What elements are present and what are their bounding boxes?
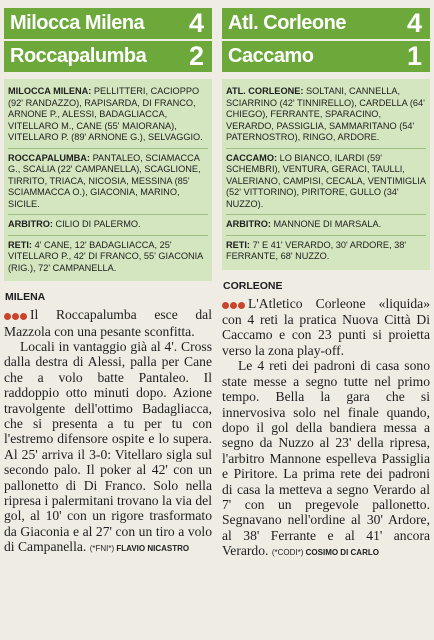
article-paragraph-text: Le 4 reti dei padroni di casa sono state messe a segno tutte nel primo tempo. Bella la gara che si innervosiva solo nel finale quando, dopo il gol della bandiera messa a segno da Nuzzo al 23' della ripresa, l'arbitro Mannone espelleva Passiglia e Piritore. La prima rete dei padroni di casa la metteva a segno Verardo al 7' con un pregevole pallonetto. Segnavano nell'ordine al 30' Ardore, al 38' Ferrante e al 41' ancora Verardo. xyxy=(222,358,430,559)
referee-text: CILIO DI PALERMO. xyxy=(55,219,141,229)
home-lineup-text: PELLITTERI, CACIOPPO (92' RANDAZZO), RAPISARDA, DI FRANCO, ARNONE P., ALESSI, BADAGLIACCA, VITELLARO M., CANE (55' MAIORANA), VITELLARO P. (89' ARNONE G.), SELVAGGIO. xyxy=(8,86,203,142)
away-lineup-label: CACCAMO: xyxy=(226,152,278,163)
match-column-right xyxy=(222,0,430,561)
home-lineup xyxy=(8,82,208,149)
home-team-name: Atl. Corleone xyxy=(228,12,346,34)
goals-summary xyxy=(226,236,426,267)
byline xyxy=(90,544,189,553)
home-lineup-text: SOLTANI, CANNELLA, SCIARRINO (42' TINNIRELLO), CARDELLA (64' CHIEGO), FERRANTE, SPARACINO, VERARDO, PASSIGLIA, SAMMARITANO (54' PATERNOSTRO), RINGO, ARDORE. xyxy=(226,86,425,142)
referee xyxy=(8,215,208,236)
away-team-name: Roccapalumba xyxy=(10,45,147,67)
goals-label: RETI: xyxy=(8,239,32,250)
byline-author: COSIMO DI CARLO xyxy=(305,548,379,558)
article-body xyxy=(4,307,212,557)
article-lead xyxy=(4,307,212,339)
scoreline xyxy=(4,8,212,72)
article-paragraph xyxy=(4,339,212,557)
goals-summary xyxy=(8,236,208,279)
bullet-dots-icon xyxy=(222,297,246,312)
home-team-goals: 4 xyxy=(188,8,204,38)
referee-text: MANNONE DI MARSALA. xyxy=(273,219,382,229)
away-team-goals: 1 xyxy=(406,41,422,71)
byline xyxy=(272,548,379,557)
referee-label: ARBITRO: xyxy=(8,219,53,229)
home-team-bar xyxy=(222,8,430,39)
article-paragraph xyxy=(222,358,430,560)
article-body xyxy=(222,296,430,561)
article-lead-text: L'Atletico Corleone «liquida» con 4 reti la pratica Nuova Città Di Caccamo e con 23 punti si proietta verso la zona play-off. xyxy=(222,295,430,358)
bullet-dots-icon xyxy=(4,308,28,323)
scoreline xyxy=(222,8,430,72)
article-title: MILENA xyxy=(5,291,46,303)
goals-text: 7' E 41' VERARDO, 30' ARDORE, 38' FERRANTE, 68' NUZZO. xyxy=(226,239,407,261)
away-lineup xyxy=(226,149,426,216)
goals-text: 4' CANE, 12' BADAGLIACCA, 25' VITELLARO P., 42' DI FRANCO, 55' GIACONIA (RIG.), 72' CAMPANELLA. xyxy=(8,239,203,273)
home-team-name: Milocca Milena xyxy=(10,12,145,34)
home-team-bar xyxy=(4,8,212,39)
referee-label: ARBITRO: xyxy=(226,219,271,229)
away-team-bar xyxy=(4,41,212,72)
match-column-left xyxy=(4,0,212,557)
home-lineup-label: MILOCCA MILENA: xyxy=(8,86,92,96)
article-paragraph-text: Locali in vantaggio già al 4'. Cross dalla destra di Alessi, palla per Cane che a volo batte Pantaleo. Il raddoppio otto minuti dopo. Azione travolgente dell'ottimo Badagliacca, che si presenta a tu per tu con l'estremo difensore ospite e lo supera. Al 25' arriva il 3-0: Vitellaro sigla sul secondo palo. Il poker al 42' con un pallonetto di Di Franco. Solo nella ripresa i palermitani trovano la via del gol, al 10' con un rigore trasformato da Giaconia e al 27' con un tiro a volo di Campanella. xyxy=(4,338,212,555)
away-team-bar xyxy=(222,41,430,72)
article-lead xyxy=(222,296,430,359)
match-details xyxy=(4,79,212,281)
byline-author: FLAVIO NICASTRO xyxy=(116,544,190,554)
match-details xyxy=(222,79,430,270)
referee xyxy=(226,215,426,236)
byline-tag: (*CODI*) xyxy=(271,548,304,558)
away-team-goals: 2 xyxy=(188,41,204,71)
away-lineup-text: PANTALEO, SCIAMACCA G., SCALIA (22' CAMPANELLA), SCAGLIONE, TIRRITO, TRIACA, NICOSIA, MESSINA (85' SCIAMMACCA O.), GIACONIA, MARINO, SICILE. xyxy=(8,152,201,209)
away-lineup-text: LO BIANCO, ILARDI (59' SCHEMBRI), VENTURA, GERACI, TAULLI, VALERIANO, CAMPISI, CECALA, VENTIMIGLIA (52' VITTORINO), PIRITORE, GULLO (34' NUZZO). xyxy=(226,152,426,209)
away-lineup xyxy=(8,149,208,216)
away-lineup-label: ROCCAPALUMBA: xyxy=(8,152,90,163)
article-title: CORLEONE xyxy=(223,279,283,292)
goals-label: RETI: xyxy=(226,239,250,250)
byline-tag: (*FNI*) xyxy=(89,544,115,554)
away-team-name: Caccamo xyxy=(228,45,314,67)
home-lineup xyxy=(226,82,426,149)
article-lead-text: Il Roccapalumba esce dal Mazzola con una pesante sconfitta. xyxy=(4,307,212,339)
home-lineup-label: ATL. CORLEONE: xyxy=(226,86,304,96)
home-team-goals: 4 xyxy=(406,8,422,38)
